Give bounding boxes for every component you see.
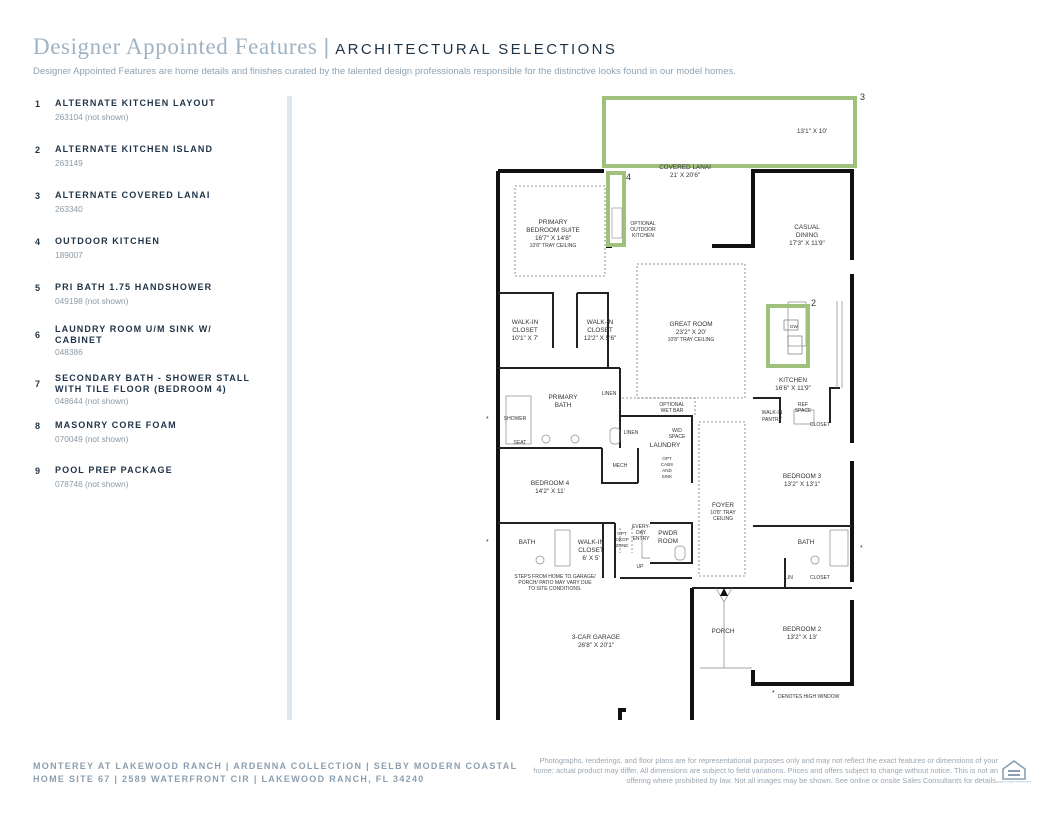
feature-title: ALTERNATE KITCHEN ISLAND	[55, 144, 214, 154]
feature-code: 048644 (not shown)	[55, 396, 129, 406]
label-line: 10'8" TRAY CEILING	[667, 337, 715, 343]
feature-code: 070049 (not shown)	[55, 434, 129, 444]
outdoor-kitchen-counter	[612, 208, 622, 238]
label-line: CASUAL	[794, 224, 820, 231]
label-line: AND	[662, 468, 672, 473]
feature-item	[33, 236, 278, 282]
section-title: ARCHITECTURAL SELECTIONS	[335, 41, 618, 58]
label-line: KITCHEN	[632, 233, 654, 239]
seat-label: SEAT	[513, 440, 527, 446]
label-line: WALK-IN	[511, 319, 539, 326]
label-line: BEDROOM 4	[530, 480, 570, 487]
covered-lanai-label: COVERED LANAI	[659, 164, 711, 171]
label-line: 14'2" X 11'	[535, 488, 565, 495]
feature-item	[33, 190, 278, 236]
label-line: 23'2" X 20'	[675, 329, 707, 336]
high-window-asterisk: *	[772, 690, 775, 697]
floor-plan	[480, 88, 880, 728]
lanai-extension-dim: 13'1" X 10'	[796, 128, 828, 135]
linen-label-2: LINEN	[623, 430, 639, 436]
label-line: ROOM	[658, 538, 678, 545]
label-line: BEDROOM 3	[782, 473, 822, 480]
feature-item	[33, 420, 278, 465]
feature-title: LAUNDRY ROOM U/M SINK W/ CABINET	[55, 324, 212, 345]
feature-code: 078746 (not shown)	[55, 479, 129, 489]
label-line: OPTIONAL	[630, 221, 656, 227]
footer-address	[33, 760, 517, 786]
option-markers	[626, 92, 865, 308]
feature-title: OUTDOOR KITCHEN	[55, 236, 160, 246]
label-line: PORCH/ PATIO MAY VARY DUE	[518, 580, 592, 586]
footer-line-2: HOME SITE 67 | 2589 WATERFRONT CIR | LAKEWOOD RANCH, FL 34240	[33, 774, 425, 784]
label-line: OUTDOOR	[630, 227, 656, 233]
high-window-asterisk: *	[860, 545, 863, 552]
label-line: 6' X 5'	[582, 555, 600, 562]
feature-number: 3	[35, 191, 41, 201]
feature-title: SECONDARY BATH - SHOWER STALL WITH TILE FLOOR (BEDROOM 4)	[55, 373, 250, 394]
high-window-asterisk: *	[486, 539, 489, 546]
page-title: Designer Appointed Features	[33, 34, 318, 59]
label-line: WALK-IN	[761, 410, 783, 416]
label-line: W/D	[672, 428, 682, 434]
covered-lanai-dim: 21' X 20'6"	[669, 172, 701, 179]
label-line: STEPS FROM HOME TO GARAGE/	[514, 574, 596, 580]
label-line: DROP	[615, 537, 629, 542]
outdoor-kitchen-highlight	[608, 173, 624, 245]
vertical-divider	[287, 96, 292, 720]
label-line: EVERY-	[631, 524, 651, 530]
label-line: DAY	[636, 530, 646, 536]
feature-number: 2	[35, 145, 41, 155]
label-line: CEILING	[712, 516, 734, 522]
footer-line-1: MONTEREY AT LAKEWOOD RANCH | ARDENNA COLLECTION | SELBY MODERN COASTAL	[33, 761, 518, 771]
label-line: 12'2" X 5'6"	[583, 335, 617, 342]
label-line: SPACE	[668, 434, 686, 440]
label-line: SINK	[661, 474, 673, 479]
label-line: CABS	[660, 462, 674, 467]
feature-number: 1	[35, 99, 41, 109]
island-sink	[788, 336, 802, 354]
label-line: BEDROOM SUITE	[526, 227, 580, 234]
label-line: PRIMARY	[538, 219, 568, 226]
feature-title: MASONRY CORE FOAM	[55, 420, 177, 430]
entry-arrow	[720, 588, 728, 596]
feature-item	[33, 324, 278, 373]
label-line: PRIMARY	[548, 394, 578, 401]
feature-number: 5	[35, 283, 41, 293]
label-line: 17'3" X 11'9"	[789, 240, 825, 247]
label-line: OPT	[662, 456, 672, 461]
feature-code: 048386	[55, 347, 83, 357]
mech-label: MECH	[612, 463, 628, 469]
feature-item	[33, 465, 278, 505]
feature-code: 263104 (not shown)	[55, 112, 129, 122]
porch-label: PORCH	[711, 628, 735, 635]
marker-4: 4	[626, 172, 632, 182]
bath-left-label: BATH	[518, 539, 536, 546]
label-line: 16'6" X 11'9"	[775, 385, 811, 392]
feature-title: PRI BATH 1.75 HANDSHOWER	[55, 282, 213, 292]
high-window-note: DENOTES HIGH WINDOW	[778, 694, 840, 700]
label-line: CLOSET	[578, 547, 604, 554]
feature-number: 7	[35, 379, 41, 389]
label-line: ZONE	[615, 543, 629, 548]
feature-number: 9	[35, 466, 41, 476]
label-line: SPACE	[794, 408, 812, 414]
label-line: 16'7" X 14'8"	[534, 235, 572, 242]
label-line: BEDROOM 2	[782, 626, 822, 633]
label-line: 13'2" X 13'	[786, 634, 818, 641]
label-line: OPT	[617, 531, 627, 536]
marker-3: 3	[860, 92, 866, 102]
label-line: BATH	[554, 402, 572, 409]
feature-number: 6	[35, 330, 41, 340]
feature-code: 263149	[55, 158, 83, 168]
title-separator: |	[323, 34, 330, 59]
laundry-label: LAUNDRY	[649, 442, 681, 449]
feature-title: ALTERNATE KITCHEN LAYOUT	[55, 98, 216, 108]
page-subtitle: Designer Appointed Features are home details and finishes curated by the talented design professionals responsible for the distinctive looks found in our model homes.	[33, 66, 736, 77]
label-line: DINING	[795, 232, 819, 239]
dishwasher-label: DW	[790, 324, 798, 329]
label-line: PANTRY	[762, 417, 782, 423]
label-line: 26'8" X 20'1"	[577, 642, 615, 649]
high-window-asterisk: *	[486, 416, 489, 423]
label-line: 10'8" TRAY CEILING	[529, 243, 577, 249]
feature-number: 8	[35, 421, 41, 431]
label-line: REF	[798, 402, 808, 408]
feature-list	[33, 98, 278, 505]
label-line: 10'1" X 7'	[511, 335, 539, 342]
feature-title: ALTERNATE COVERED LANAI	[55, 190, 211, 200]
feature-number: 4	[35, 237, 41, 247]
shower-label: SHOWER	[503, 416, 527, 422]
label-line: WET BAR	[660, 408, 684, 414]
closet-right-label: CLOSET	[809, 575, 831, 581]
label-line: 3-CAR GARAGE	[571, 634, 621, 641]
feature-title: POOL PREP PACKAGE	[55, 465, 173, 475]
closet-label: CLOSET	[809, 422, 831, 428]
feature-code: 189007	[55, 250, 83, 260]
label-line: PWDR	[658, 530, 678, 537]
linen-label: LINEN	[601, 391, 617, 397]
marker-2: 2	[811, 298, 817, 308]
feature-code: 049198 (not shown)	[55, 296, 129, 306]
label-line: CLOSET	[587, 327, 613, 334]
feature-item	[33, 144, 278, 190]
eho-label: EQUAL HOUSING OPPORTUNITY	[996, 781, 1032, 784]
feature-code: 263340	[55, 204, 83, 214]
label-line: FOYER	[711, 502, 735, 509]
up-label: UP	[636, 564, 644, 570]
feature-item	[33, 98, 278, 144]
bath-right-label: BATH	[797, 539, 815, 546]
label-line: OPTIONAL	[659, 402, 685, 408]
label-line: WALK-IN	[586, 319, 614, 326]
page-header	[33, 34, 617, 60]
label-line: 10'8" TRAY	[710, 510, 736, 516]
label-line: KITCHEN	[778, 377, 808, 384]
footer-disclaimer: Photographs, renderings, and floor plans are for representational purposes only and may not reflect the exact features or dimensions of your home; actual product may differ. All dimensions are subject to field variations. Prices and offers subject to change without notice. This is not an offering where prohibited by law. Not all images may be shown. See online or onsite Sales Consultants for details.	[533, 756, 998, 785]
equal-housing-icon	[996, 759, 1032, 784]
label-line: ENTRY	[632, 536, 650, 542]
room-labels	[504, 128, 830, 649]
feature-item	[33, 282, 278, 324]
label-line: 13'2" X 13'1"	[783, 481, 821, 488]
label-line: GREAT ROOM	[669, 321, 713, 328]
label-line: WALK-IN	[577, 539, 605, 546]
label-line: TO SITE CONDITIONS.	[528, 586, 582, 592]
label-line: CLOSET	[512, 327, 538, 334]
lin-label: LIN	[785, 575, 793, 581]
feature-item	[33, 373, 278, 420]
